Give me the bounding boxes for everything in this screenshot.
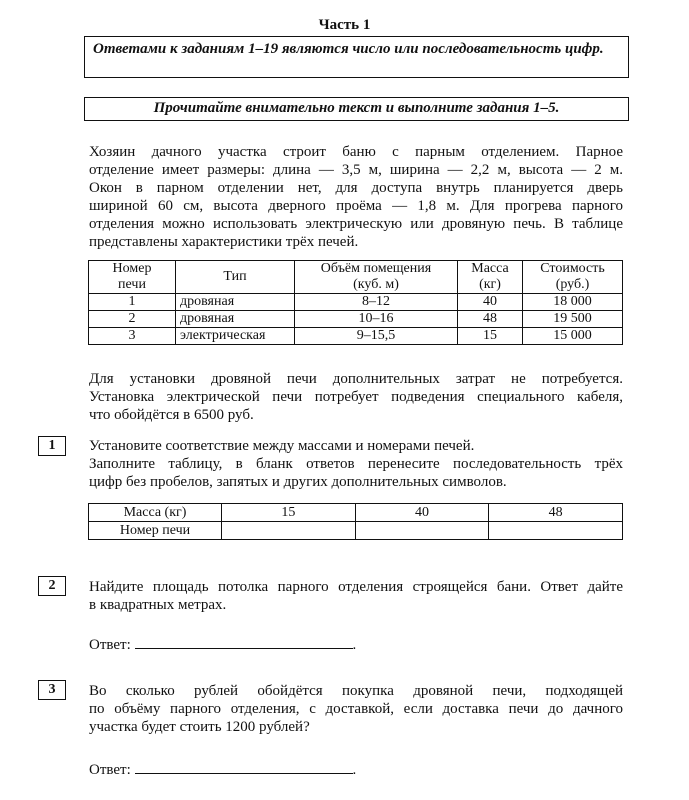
answer-end: . [352, 637, 357, 653]
answer-label: Ответ: [89, 637, 131, 653]
answer-line[interactable] [135, 759, 353, 774]
mass-value: 15 [222, 504, 356, 522]
answer-cell[interactable] [489, 522, 623, 540]
task2-answer [89, 634, 356, 654]
text-line: Установите соответствие между массами и номерами печей. [89, 438, 475, 454]
text-line: Во сколько рублей обойдётся покупка дровяной печи, подходящей [89, 683, 623, 699]
answer-label: Ответ: [89, 762, 131, 778]
text-line: Хозяин дачного участка строит баню с парным отделением. Парное [89, 144, 623, 160]
mass-value: 40 [355, 504, 489, 522]
header-volume: Объём помещения (куб. м) [295, 261, 458, 294]
text-line: отделения можно использовать электрическую или дровяную печь. В таблице [89, 216, 623, 232]
text-line: шириной 60 см, высота дверного проёма — 1,8 м. Для прогрева парного [89, 198, 623, 214]
table-header-row [89, 261, 623, 294]
intro-paragraph [89, 143, 623, 251]
text-line: отделение имеет размеры: длина — 3,5 м, ширина — 2,2 м, высота — 2 м. [89, 162, 623, 178]
mass-answer-table [88, 503, 623, 540]
answer-line[interactable] [135, 634, 353, 649]
part-title: Часть 1 [318, 17, 371, 33]
answer-cell[interactable] [222, 522, 356, 540]
after-table-paragraph [89, 370, 623, 424]
cell-mass: 48 [458, 311, 523, 328]
cell-number: 1 [89, 294, 176, 311]
cell-mass: 15 [458, 328, 523, 345]
cell-cost: 19 500 [523, 311, 623, 328]
cell-mass: 40 [458, 294, 523, 311]
text-line: Для установки дровяной печи дополнительных затрат не потребуется. [89, 371, 623, 387]
cell-number: 2 [89, 311, 176, 328]
text-line: Установка электрической печи потребует подведения специального кабеля, [89, 389, 623, 405]
task-number-box: 1 [38, 436, 66, 456]
cell-type: электрическая [176, 328, 295, 345]
cell-cost: 18 000 [523, 294, 623, 311]
header-number: Номер печи [89, 261, 176, 294]
text-line: цифр без пробелов, запятых и других дополнительных символов. [89, 474, 507, 490]
text-line: Найдите площадь потолка парного отделения строящейся бани. Ответ дайте [89, 579, 623, 595]
table-row [89, 294, 623, 311]
cell-number: 3 [89, 328, 176, 345]
task3-text [89, 682, 623, 736]
task2-text [89, 578, 623, 614]
cell-type: дровяная [176, 311, 295, 328]
number-label: Номер печи [89, 522, 222, 540]
table-row [89, 522, 623, 540]
cell-type: дровяная [176, 294, 295, 311]
header-type: Тип [176, 261, 295, 294]
text-line: участка будет стоить 1200 рублей? [89, 719, 310, 735]
answer-end: . [352, 762, 357, 778]
table-row [89, 504, 623, 522]
table-row [89, 328, 623, 345]
text-line: в квадратных метрах. [89, 597, 227, 613]
ovens-table [88, 260, 623, 345]
text-line: Окон в парном отделении нет, для доступа внутрь планируется дверь [89, 180, 623, 196]
cell-cost: 15 000 [523, 328, 623, 345]
task1-text [89, 437, 623, 491]
header-cost: Стоимость (руб.) [523, 261, 623, 294]
table-row [89, 311, 623, 328]
mass-value: 48 [489, 504, 623, 522]
header-mass: Масса (кг) [458, 261, 523, 294]
read-text-instruction: Прочитайте внимательно текст и выполните задания 1–5. [84, 97, 629, 121]
task3-answer [89, 759, 356, 779]
text-line: что обойдётся в 6500 руб. [89, 407, 254, 423]
text-line: по объёму парного отделения, с доставкой, если доставка печи до дачного [89, 701, 623, 717]
task-number-box: 2 [38, 576, 66, 596]
text-line: представлены характеристики трёх печей. [89, 234, 359, 250]
mass-label: Масса (кг) [89, 504, 222, 522]
cell-volume: 10–16 [295, 311, 458, 328]
task-number-box: 3 [38, 680, 66, 700]
cell-volume: 9–15,5 [295, 328, 458, 345]
answer-cell[interactable] [355, 522, 489, 540]
answer-format-instruction: Ответами к заданиям 1–19 являются число или последовательность цифр. [84, 36, 629, 78]
cell-volume: 8–12 [295, 294, 458, 311]
text-line: Заполните таблицу, в бланк ответов перенесите последовательность трёх [89, 456, 623, 472]
